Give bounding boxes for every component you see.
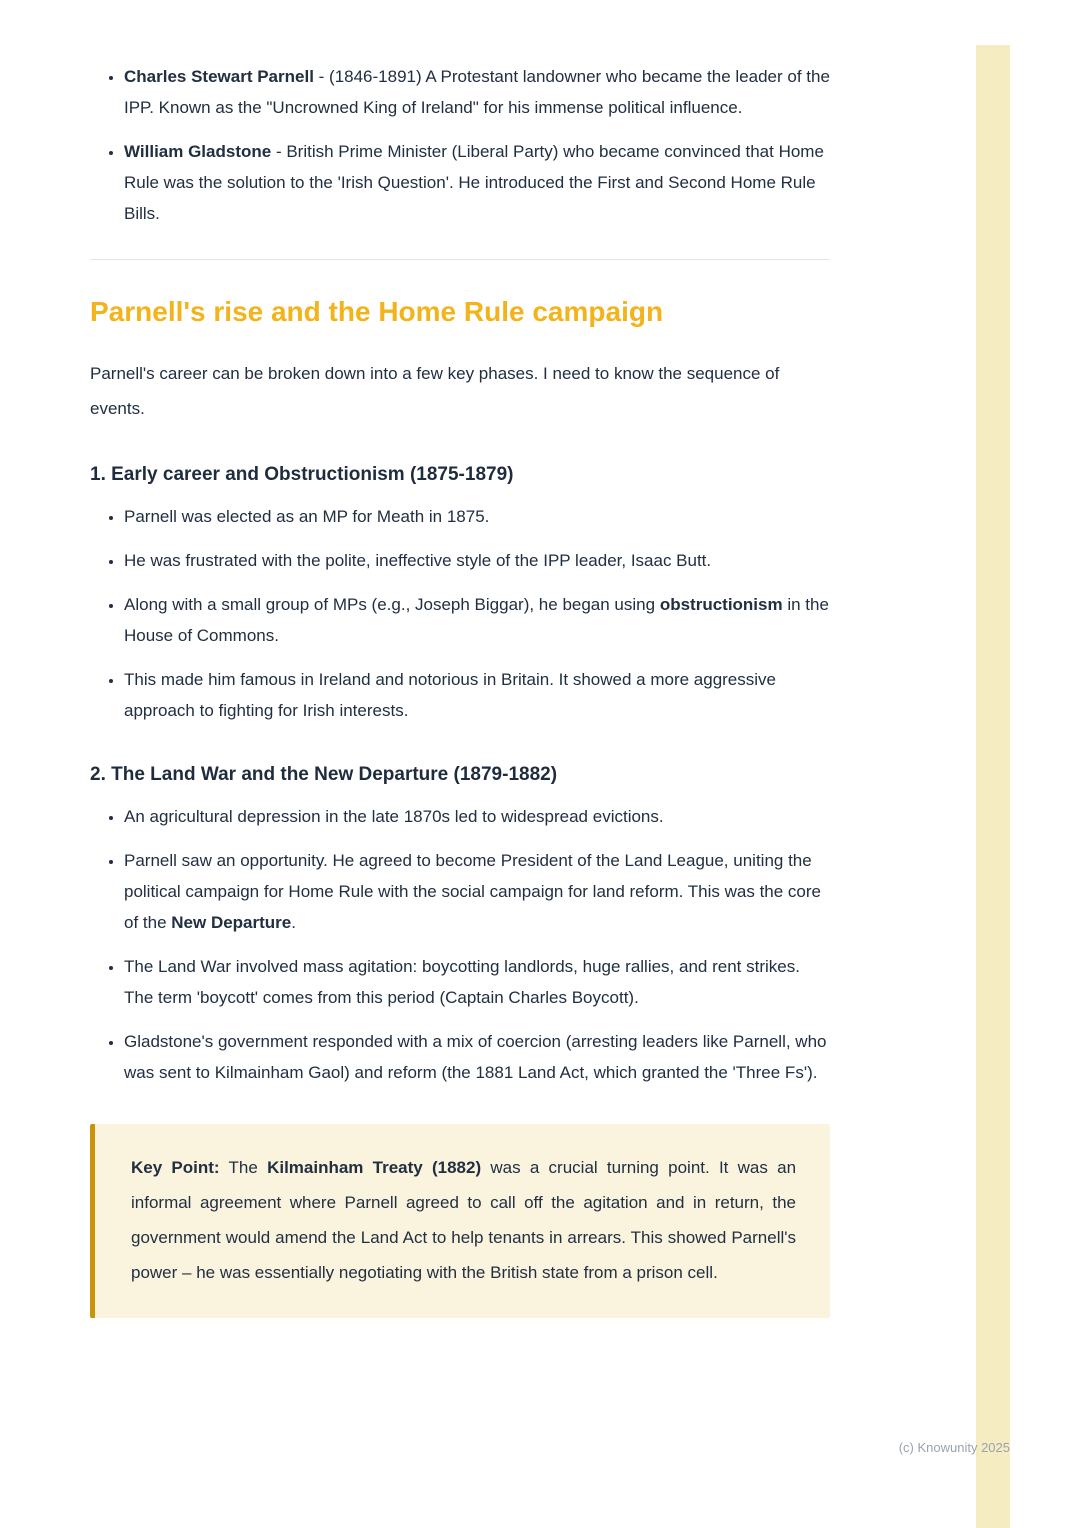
list-item <box>124 1026 830 1088</box>
bold-text: Charles Stewart Parnell <box>124 67 314 86</box>
section-heading: Parnell's rise and the Home Rule campaign <box>90 296 664 327</box>
text: Gladstone's government responded with a mix of coercion (arresting leaders like Parnell, who was sent to Kilmainham Gaol) and reform (the 1881 Land Act, which granted the 'Three Fs'). <box>124 1032 827 1082</box>
key-point-text <box>131 1150 796 1290</box>
bold-text: obstructionism <box>659 595 783 614</box>
bold-text: Key Point: <box>131 1158 220 1177</box>
text: - British Prime Minister (Liberal Party) who became convinced that Home Rule was the solution to the 'Irish Question'. He introduced the First and Second Home Rule Bills. <box>124 142 824 223</box>
text: He was frustrated with the polite, ineffective style of the IPP leader, Isaac Butt. <box>124 551 712 570</box>
list-item <box>124 501 830 532</box>
text: The Land War involved mass agitation: boycotting landlords, huge rallies, and rent strikes. The term 'boycott' comes from this period (Captain Charles Boycott). <box>124 957 800 1007</box>
bold-text: William Gladstone <box>124 142 272 161</box>
text: Parnell was elected as an MP for Meath in 1875. <box>124 507 490 526</box>
text: Along with a small group of MPs (e.g., Joseph Biggar), he began using <box>124 595 660 614</box>
subsection-1-title: 1. Early career and Obstructionism (1875-1879) <box>90 464 514 485</box>
list-item <box>124 801 830 832</box>
list-item <box>124 664 830 726</box>
text: Parnell saw an opportunity. He agreed to become President of the Land League, uniting the political campaign for Home Rule with the social campaign for land reform. This was the core of the <box>124 851 821 932</box>
text: An agricultural depression in the late 1870s led to widespread evictions. <box>124 807 664 826</box>
page-edge-stripe <box>976 45 1010 1528</box>
list-item <box>124 951 830 1013</box>
bold-text: New Departure <box>171 913 292 932</box>
list-item <box>124 545 830 576</box>
text: - (1846-1891) A Protestant landowner who became the leader of the IPP. Known as the "Uncrowned King of Ireland" for his immense political influence. <box>124 67 830 117</box>
text: . <box>291 913 296 932</box>
list-item <box>124 61 830 123</box>
watermark: (c) Knowunity 2025 <box>898 1440 1010 1455</box>
text: in the House of Commons. <box>124 595 829 645</box>
list-item <box>124 136 830 229</box>
section-divider <box>90 259 830 260</box>
list-item <box>124 845 830 938</box>
text: This made him famous in Ireland and notorious in Britain. It showed a more aggressive approach to fighting for Irish interests. <box>124 670 776 720</box>
list-item <box>124 589 830 651</box>
subsection-1-list <box>90 501 830 726</box>
document-content <box>90 48 830 1318</box>
text: The <box>219 1158 268 1177</box>
subsection-2-title: 2. The Land War and the New Departure (1879-1882) <box>90 764 558 785</box>
subsection-2-list <box>90 801 830 1088</box>
section-intro: Parnell's career can be broken down into a few key phases. I need to know the sequence of events. <box>90 364 780 418</box>
key-point-callout <box>90 1124 830 1318</box>
bold-text: Kilmainham Treaty (1882) <box>267 1158 482 1177</box>
key-figures-list <box>90 61 830 229</box>
text: was a crucial turning point. It was an informal agreement where Parnell agreed to call off the agitation and in return, the government would amend the Land Act to help tenants in arrears. This showed Parnell's power – he was essentially negotiating with the British state from a prison cell. <box>131 1158 797 1282</box>
